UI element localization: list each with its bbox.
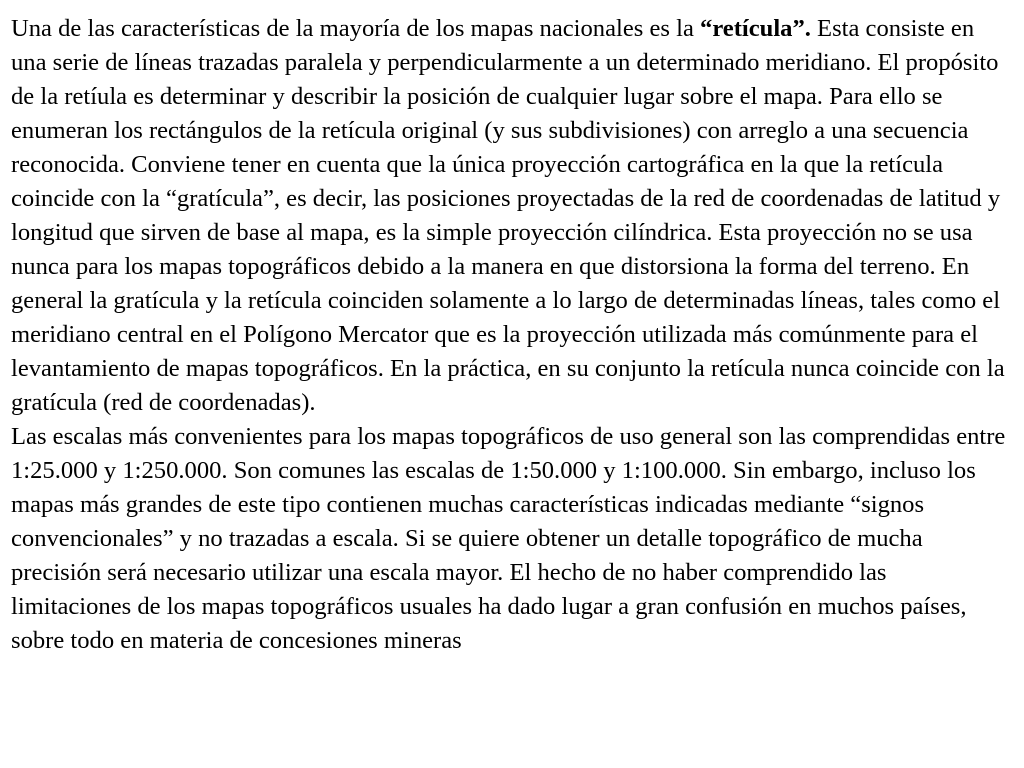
- slide-text-body: [11, 12, 1011, 658]
- paragraph-reticula: [11, 12, 1011, 420]
- paragraph-reticula-intro: Una de las características de la mayoría de los mapas nacionales es la: [11, 15, 701, 42]
- paragraph-escalas: Las escalas más convenientes para los mapas topográficos de uso general son las comprendidas entre 1:25.000 y 1:250.000. Son comunes las escalas de 1:50.000 y 1:100.000. Sin embargo, incluso los mapas más grandes de este tipo contienen muchas características indicadas mediante “signos convencionales” y no trazadas a escala. Si se quiere obtener un detalle topográfico de mucha precisión será necesario utilizar una escala mayor. El hecho de no haber comprendido las limitaciones de los mapas topográficos usuales ha dado lugar a gran confusión en muchos países, sobre todo en materia de concesiones mineras: [11, 423, 1006, 654]
- term-reticula-bold: “retícula”.: [700, 15, 811, 42]
- paragraph-reticula-body: Esta consiste en una serie de líneas trazadas paralela y perpendicularmente a un determinado meridiano. El propósito de la retíula es determinar y describir la posición de cualquier lugar sobre el mapa. Para ello se enumeran los rectángulos de la retícula original (y sus subdivisiones) con arreglo a una secuencia reconocida. Conviene tener en cuenta que la única proyección cartográfica en la que la retícula coincide con la “gratícula”, es decir, las posiciones proyectadas de la red de coordenadas de latitud y longitud que sirven de base al mapa, es la simple proyección cilíndrica. Esta proyección no se usa nunca para los mapas topográficos debido a la manera en que distorsiona la forma del terreno. En general la gratícula y la retícula coinciden solamente a lo largo de determinadas líneas, tales como el meridiano central en el Polígono Mercator que es la proyección utilizada más comúnmente para el levantamiento de mapas topográficos. En la práctica, en su conjunto la retícula nunca coincide con la gratícula (red de coordenadas).: [11, 15, 1005, 416]
